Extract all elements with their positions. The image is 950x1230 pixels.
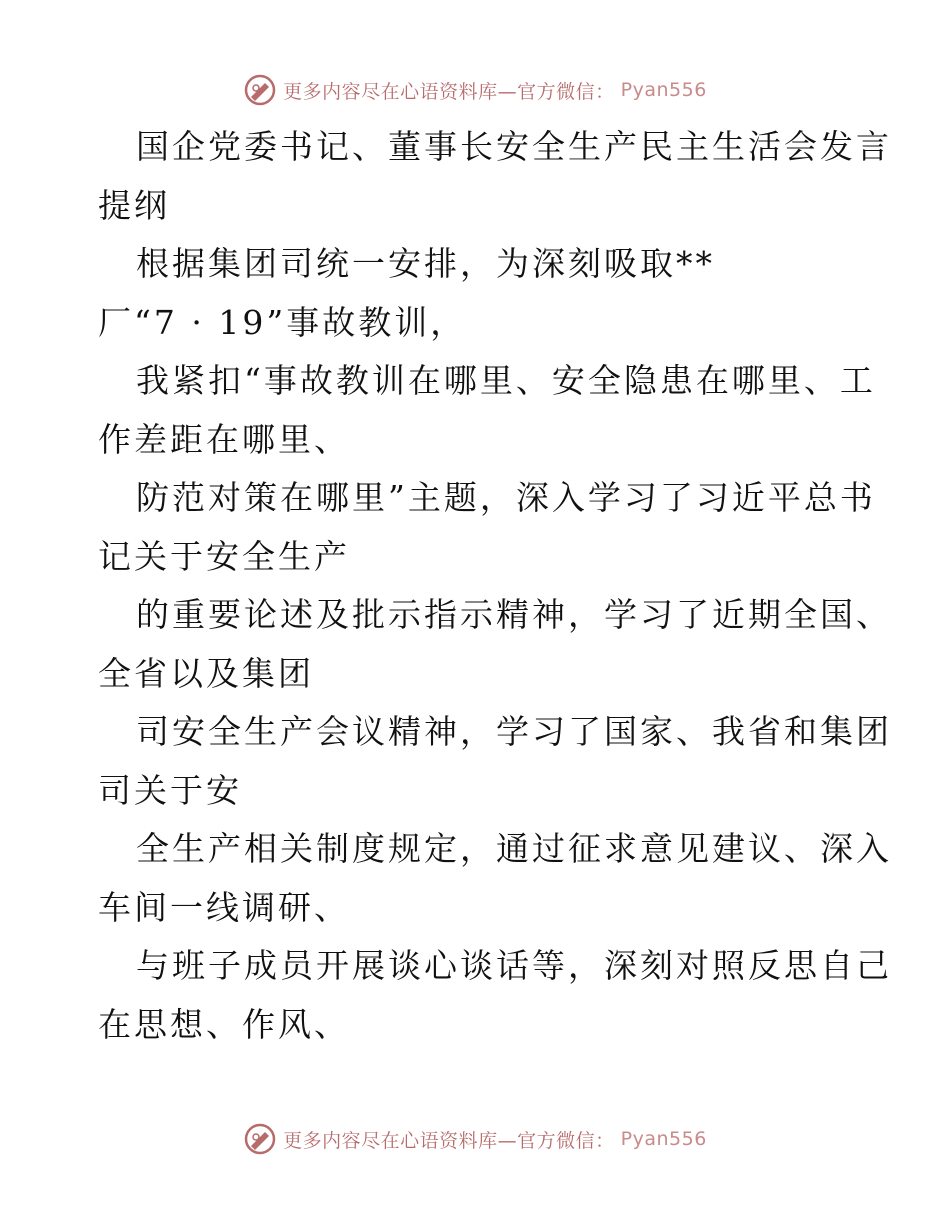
text-line: 车间一线调研、 (98, 887, 350, 927)
watermark-wechat-id: Pyan556 (620, 79, 707, 101)
text-line: 与班子成员开展谈心谈话等，深刻对照反思自己 (136, 946, 892, 985)
watermark-text: 更多内容尽在心语资料库—官方微信： (283, 80, 615, 103)
text-line: 在思想、作风、 (98, 1004, 350, 1044)
text-line: 全省以及集团 (98, 653, 314, 693)
text-line: 提纲 (98, 185, 170, 225)
text-line: 全生产相关制度规定，通过征求意见建议、深入 (136, 829, 892, 868)
watermark-text: 更多内容尽在心语资料库—官方微信： (283, 1129, 615, 1152)
text-line: 司安全生产会议精神，学习了国家、我省和集团 (136, 712, 892, 751)
text-line: 司关于安 (98, 770, 242, 810)
text-line: 防范对策在哪里”主题，深入学习了习近平总书 (136, 478, 876, 517)
text-line: 作差距在哪里、 (98, 419, 350, 459)
pen-logo-icon (243, 1122, 277, 1156)
text-line: 的重要论述及批示指示精神，学习了近期全国、 (136, 595, 892, 634)
document-body (98, 118, 892, 1054)
text-line: 我紧扣“事故教训在哪里、安全隐患在哪里、工 (136, 361, 876, 400)
text-line: 厂“7 · 19”事故教训， (98, 302, 467, 342)
text-line: 记关于安全生产 (98, 536, 350, 576)
watermark-wechat-id: Pyan556 (620, 1128, 707, 1150)
text-line: 国企党委书记、董事长安全生产民主生活会发言 (136, 127, 892, 166)
text-line: 根据集团司统一安排，为深刻吸取** (136, 244, 715, 283)
pen-logo-icon (243, 73, 277, 107)
footer-watermark (0, 1119, 950, 1159)
header-watermark (0, 70, 950, 110)
